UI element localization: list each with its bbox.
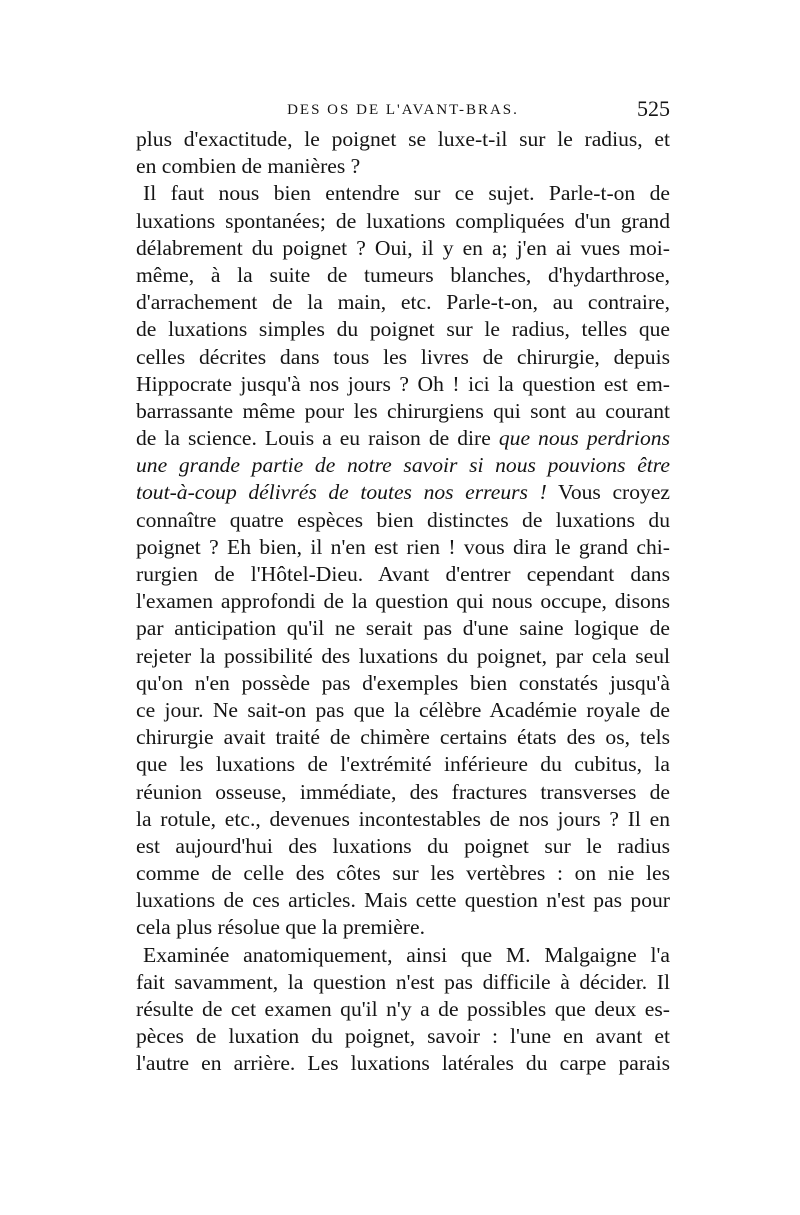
text-line: luxations de ces articles. Mais cette question n'est pas pour	[136, 888, 670, 913]
text-line: que les luxations de l'extrémité inférieure du cubitus, la	[136, 752, 670, 777]
text-line: rejeter la possibilité des luxations du poignet, par cela seul	[136, 643, 670, 668]
text-line: par anticipation qu'il ne serait pas d'une saine logique de	[136, 616, 670, 641]
text-line-mixed	[136, 479, 670, 506]
italic-segment: que nous perdrions	[498, 426, 671, 451]
text-line: l'autre en arrière. Les luxations latérales du carpe parais	[136, 1051, 670, 1076]
text-line: pèces de luxation du poignet, savoir : l'une en avant et	[136, 1024, 670, 1049]
running-head: DES OS DE L'AVANT-BRAS.	[287, 102, 519, 118]
italic-segment: tout-à-coup délivrés de toutes nos erreurs !	[136, 480, 547, 505]
page-number: 525	[637, 96, 670, 121]
text-line: d'arrachement de la main, etc. Parle-t-on, au contraire,	[136, 290, 670, 315]
text-line: poignet ? Eh bien, il n'en est rien ! vous dira le grand chi-	[136, 534, 670, 559]
text-line: Hippocrate jusqu'à nos jours ? Oh ! ici la question est em-	[136, 371, 670, 396]
text-segment: de la science. Louis a eu raison de dire	[136, 426, 491, 451]
text-line: est aujourd'hui des luxations du poignet sur le radius	[136, 833, 670, 858]
text-line: en combien de manières ?	[136, 154, 361, 179]
text-line: l'examen approfondi de la question qui nous occupe, disons	[136, 589, 670, 614]
body-text	[136, 126, 670, 1078]
text-line: barrassante même pour les chirurgiens qui sont au courant	[136, 398, 670, 423]
text-line-italic: une grande partie de notre savoir si nous pouvions être	[136, 453, 670, 478]
text-line: qu'on n'en possède pas d'exemples bien constatés jusqu'à	[136, 670, 670, 695]
text-line: Il faut nous bien entendre sur ce sujet. Parle-t-on de	[143, 181, 670, 206]
text-line: ce jour. Ne sait-on pas que la célèbre Académie royale de	[136, 697, 670, 722]
text-line: chirurgie avait traité de chimère certains états des os, tels	[136, 725, 670, 750]
text-line: plus d'exactitude, le poignet se luxe-t-il sur le radius, et	[136, 127, 670, 151]
text-line: connaître quatre espèces bien distinctes de luxations du	[136, 507, 670, 532]
text-line: réunion osseuse, immédiate, des fractures transverses de	[136, 779, 670, 804]
text-line: la rotule, etc., devenues incontestables de nos jours ? Il en	[136, 806, 670, 831]
text-line: celles décrites dans tous les livres de chirurgie, depuis	[136, 344, 670, 369]
page-header	[136, 96, 670, 126]
text-line: résulte de cet examen qu'il n'y a de possibles que deux es-	[136, 997, 670, 1021]
text-line: fait savamment, la question n'est pas difficile à décider. Il	[136, 969, 670, 994]
text-line: cela plus résolue que la première.	[136, 915, 425, 940]
text-line-mixed	[136, 425, 670, 452]
text-line: de luxations simples du poignet sur le radius, telles que	[136, 317, 670, 342]
text-line: rurgien de l'Hôtel-Dieu. Avant d'entrer cependant dans	[136, 562, 670, 586]
text-line: délabrement du poignet ? Oui, il y en a; j'en ai vues moi-	[136, 235, 670, 260]
text-line: luxations spontanées; de luxations compliquées d'un grand	[136, 208, 670, 233]
text-line: comme de celle des côtes sur les vertèbres : on nie les	[136, 861, 670, 886]
text-segment: Vous croyez	[558, 480, 671, 505]
text-line: Examinée anatomiquement, ainsi que M. Malgaigne l'a	[143, 942, 670, 967]
text-line: même, à la suite de tumeurs blanches, d'hydarthrose,	[136, 262, 670, 287]
